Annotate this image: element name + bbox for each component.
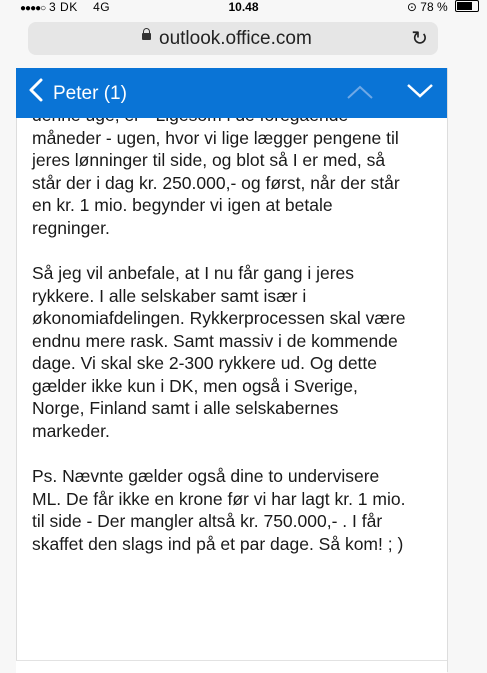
carrier-label: 3 DK	[49, 0, 78, 14]
address-bar[interactable]	[28, 22, 438, 55]
url-text[interactable]: outlook.office.com	[159, 28, 312, 49]
status-right	[407, 0, 479, 14]
back-chevron-icon[interactable]	[28, 78, 44, 102]
signal-strength-icon: ●●●●○	[20, 3, 46, 14]
bottom-toolbar	[16, 660, 447, 673]
clock: 10.48	[228, 0, 259, 14]
message-body	[32, 118, 437, 598]
rotation-lock-icon: ⊙	[406, 0, 417, 14]
lock-icon	[142, 33, 151, 40]
message-header	[16, 68, 447, 118]
network-label: 4G	[93, 0, 111, 14]
battery-icon	[455, 0, 479, 12]
previous-message-icon[interactable]	[346, 83, 374, 101]
battery-percent: 78 %	[420, 0, 448, 14]
message-paragraph: Så jeg vil anbefale, at I nu får gang i jeres rykkere. I alle selskaber samt især i økonomiafdelingen. Rykkerprocessen skal være endnu mere rask. Samt massiv i de kommende dage. Vi skal ske 2-300 rykkere ud. Og dette gælder ikke kun i DK, men også i Sverige, Norge, Finland samt i alle selskabernes markeder.	[32, 263, 406, 441]
next-message-icon[interactable]	[406, 82, 434, 100]
status-bar	[0, 0, 487, 14]
message-paragraph: Ps. Nævnte gælder også dine to undervisere ML. De får ikke en krone før vi har lagt kr. 1 mio. til side - Der mangler altså kr. 750.000,- . I får skaffet den slags ind på et par dage. Så kom! ; )	[32, 466, 406, 554]
conversation-title[interactable]: Peter (1)	[53, 83, 127, 104]
reload-icon[interactable]: ↻	[411, 28, 428, 50]
message-paragraph: måneder - ugen, hvor vi lige lægger pengene til jeres lønninger til side, og blot så I er med, så står der i dag kr. 250.000,- og først, når der står en kr. 1 mio. begynder vi igen at betale regninger.	[32, 127, 400, 238]
